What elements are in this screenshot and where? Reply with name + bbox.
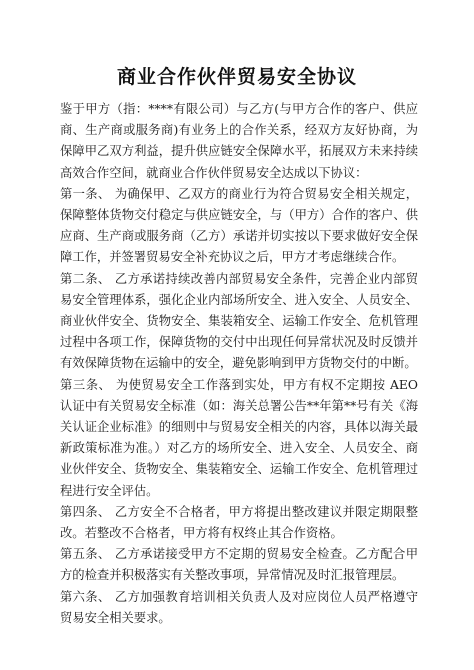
- document-title: 商业合作伙伴贸易安全协议: [116, 66, 357, 88]
- article-4-paragraph: 第四条、 乙方安全不合格者，甲方将提出整改建议并限定期限整改。若整改不合格者，甲方将有权终止其合作资格。: [60, 504, 418, 541]
- article-2-paragraph: 第二条、 乙方承诺持续改善内部贸易安全条件，完善企业内部贸易安全管理体系，强化企业内部场所安全、进入安全、人员安全、商业伙伴安全、货物安全、集装箱安全、运输工作安全、危机管理过程中各项工作，保障货物的交付中出现任何异常状况及时反馈并有效保障货物在运输中的安全，避免影响到甲方货物交付的中断。: [60, 271, 418, 371]
- article-5-paragraph: 第五条、 乙方承诺接受甲方不定期的贸易安全检查。乙方配合甲方的检查并积极落实有关整改事项，异常情况及时汇报管理层。: [60, 547, 418, 583]
- preamble-paragraph: 鉴于甲方（指：****有限公司）与乙方(与甲方合作的客户、供应商、生产商或服务商)有业务上的合作关系，经双方友好协商，为保障甲乙双方利益，提升供应链安全保障水平，拓展双方未来持续高效合作空间，就商业合作伙伴贸易安全达成以下协议：: [60, 102, 418, 180]
- document-body: [60, 99, 418, 629]
- article-1-paragraph: 第一条、 为确保甲、乙双方的商业行为符合贸易安全相关规定，保障整体货物交付稳定与供应链安全，与（甲方）合作的客户、供应商、生产商或服务商（乙方）承诺并切实按以下要求做好安全保障工作，并签署贸易安全补充协议之后，甲方才考虑继续合作。: [60, 186, 418, 265]
- article-6-paragraph: 第六条、 乙方加强教育培训相关负责人及对应岗位人员严格遵守贸易安全相关要求。: [60, 589, 418, 625]
- article-3-paragraph: 第三条、 为使贸易安全工作落到实处，甲方有权不定期按 AEO 认证中有关贸易安全标准（如：海关总署公告**年第**号有关《海关认证企业标准》的细则中与贸易安全相关的内容，具体以海关最新政策标准为准。）对乙方的场所安全、进入安全、人员安全、商业伙伴安全、货物安全、集装箱安全、运输工作安全、危机管理过程进行安全评估。: [60, 377, 418, 498]
